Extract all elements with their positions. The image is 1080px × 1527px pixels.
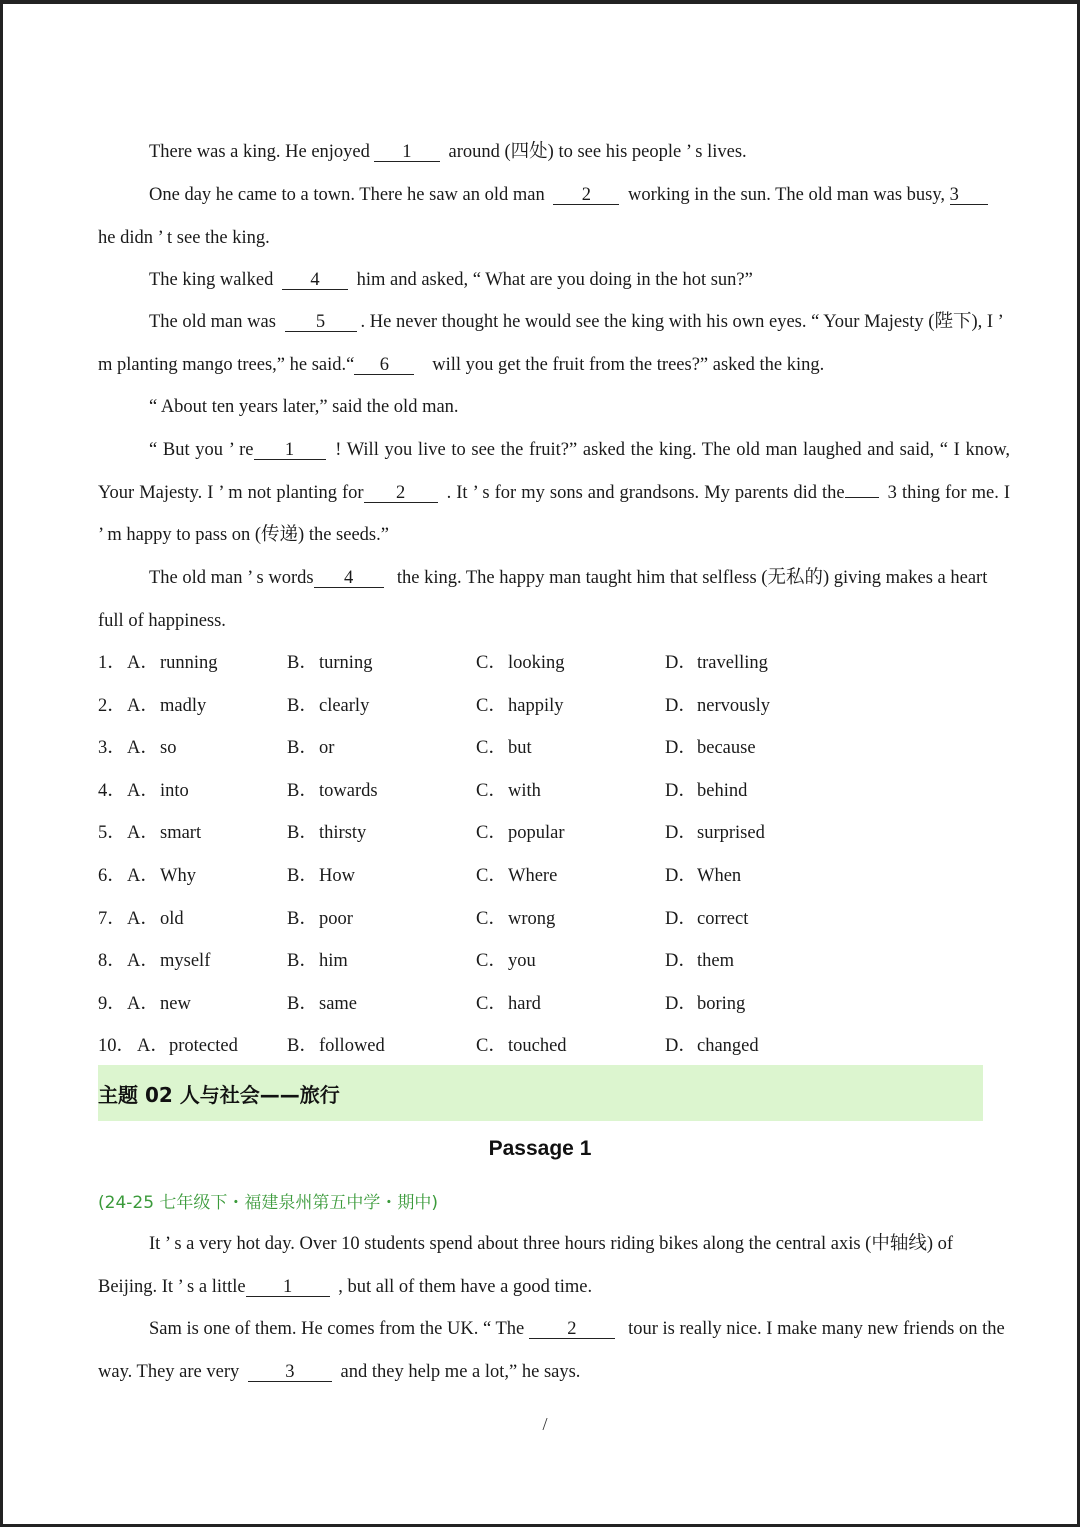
paragraph: The king walked 4 him and asked, “ What are you doing in the hot sun?”: [149, 270, 753, 290]
option-letter: D．: [665, 866, 697, 886]
option-text: looking: [508, 653, 565, 673]
option-letter: B．: [287, 908, 318, 929]
option-letter: B．: [287, 866, 318, 886]
paragraph: Sam is one of them. He comes from the UK. “ The 2 tour is really nice. I make many new friends on the way. They are very 3 and they help me a lot,” he says.: [98, 1319, 1005, 1382]
option-letter: B．: [287, 823, 318, 844]
question-number: 5．: [98, 823, 126, 844]
option-text: boring: [697, 993, 746, 1014]
option-letter: C．: [476, 1036, 507, 1057]
question-number: 4．: [98, 780, 126, 801]
option-letter: D．: [665, 908, 697, 929]
option-text: followed: [319, 1036, 385, 1057]
option-text: old: [160, 908, 184, 929]
option-text: travelling: [697, 653, 768, 673]
option-text: touched: [508, 1036, 567, 1057]
paragraph: The old man was 5 . He never thought he would see the king with his own eyes. “ Your Majesty (陛下), I ’ m planting mango trees,” he said.“ 6 will you get the fruit from the trees?” asked the king.: [98, 312, 1003, 375]
option-letter: B．: [287, 695, 318, 716]
option-text: thirsty: [319, 823, 367, 844]
option-letter: C．: [476, 823, 507, 844]
option-text: surprised: [697, 823, 765, 844]
option-letter: A．: [127, 695, 159, 716]
blank-b3: 3: [248, 1363, 332, 1382]
option-letter: C．: [476, 780, 507, 801]
section-banner: [98, 1065, 983, 1121]
option-text: When: [697, 866, 742, 886]
page-number: /: [542, 1414, 548, 1434]
option-letter: B．: [287, 993, 318, 1014]
option-row: [98, 770, 998, 812]
option-row: [98, 685, 998, 727]
question-number: 3．: [98, 738, 126, 759]
option-letter: A．: [127, 951, 159, 972]
option-letter: B．: [287, 653, 318, 673]
blank-3: 3: [950, 186, 988, 205]
option-text: towards: [319, 780, 378, 801]
option-letter: C．: [476, 908, 507, 929]
option-text: nervously: [697, 695, 770, 716]
option-letter: C．: [476, 866, 507, 886]
option-letter: B．: [287, 780, 318, 801]
option-letter: D．: [665, 1036, 697, 1057]
option-letter: A．: [127, 653, 159, 673]
option-text: Why: [160, 866, 196, 886]
option-text: Where: [508, 866, 558, 886]
option-text: myself: [160, 951, 211, 972]
question-number: 9．: [98, 993, 126, 1014]
option-text: hard: [508, 993, 541, 1014]
option-row: [98, 727, 998, 769]
question-number: 6．: [98, 866, 126, 886]
option-text: with: [508, 780, 541, 801]
blank-b2: 2: [529, 1320, 615, 1339]
option-letter: D．: [665, 653, 697, 673]
option-text: madly: [160, 695, 207, 716]
option-text: new: [160, 993, 191, 1014]
paragraph: One day he came to a town. There he saw an old man 2 working in the sun. The old man was busy, 3 he didn ’ t see the king.: [98, 174, 1010, 259]
option-row: [98, 983, 998, 1025]
option-text: clearly: [319, 695, 370, 716]
option-text: poor: [319, 908, 353, 929]
blank-8: 2: [364, 484, 438, 503]
blank-2: 2: [553, 186, 619, 205]
option-text: changed: [697, 1036, 759, 1057]
option-letter: D．: [665, 823, 697, 844]
option-row: [98, 855, 998, 897]
paragraph: “ About ten years later,” said the old man.: [149, 397, 459, 417]
option-text: popular: [508, 823, 565, 844]
option-text: him: [319, 951, 348, 972]
option-letter: A．: [127, 738, 159, 759]
paragraph: It ’ s a very hot day. Over 10 students spend about three hours riding bikes along the central axis (中轴线) of Beijing. It ’ s a little 1 , but all of them have a good time.: [98, 1234, 954, 1297]
option-text: smart: [160, 823, 202, 844]
option-text: or: [319, 738, 335, 759]
option-letter: A．: [127, 908, 159, 929]
option-text: behind: [697, 780, 748, 801]
blank-10: 4: [314, 569, 384, 588]
option-row: [98, 1025, 998, 1067]
option-text: correct: [697, 908, 749, 929]
option-letter: D．: [665, 951, 697, 972]
question-number: 2．: [98, 695, 126, 716]
option-letter: A．: [127, 823, 159, 844]
question-number: 8．: [98, 951, 126, 972]
blank-1: 1: [374, 143, 440, 162]
paragraph: There was a king. He enjoyed 1 around (四处) to see his people ’ s lives.: [149, 142, 747, 162]
option-text: How: [319, 866, 355, 886]
option-letter: D．: [665, 695, 697, 716]
option-letter: A．: [127, 780, 159, 801]
option-letter: C．: [476, 738, 507, 759]
blank-b1: 1: [246, 1278, 330, 1297]
blank-9: [845, 497, 879, 498]
option-text: them: [697, 951, 734, 972]
paragraph: The old man ’ s words 4 the king. The happy man taught him that selfless (无私的) giving makes a heart full of happiness.: [98, 568, 988, 631]
option-row: [98, 642, 998, 684]
option-text: wrong: [508, 908, 556, 929]
blank-5: 5: [285, 313, 357, 332]
option-letter: D．: [665, 738, 697, 759]
option-text: because: [697, 738, 756, 759]
option-row: [98, 898, 998, 940]
option-letter: C．: [476, 951, 507, 972]
option-text: turning: [319, 653, 373, 673]
option-text: so: [160, 738, 177, 759]
option-letter: A．: [127, 993, 159, 1014]
option-letter: B．: [287, 951, 318, 972]
question-number: 7．: [98, 908, 126, 929]
option-letter: B．: [287, 738, 318, 759]
option-text: protected: [169, 1036, 238, 1057]
blank-4: 4: [282, 271, 348, 290]
option-letter: B．: [287, 1036, 318, 1057]
blank-6: 6: [354, 356, 414, 375]
section-title: 主题 02 人与社会——旅行: [98, 1083, 340, 1107]
option-row: [98, 812, 998, 854]
paragraph: “ But you ’ re 1 ! Will you live to see the fruit?” asked the king. The old man laughed and said, “ I know, Your Majesty. I ’ m not planting for 2 . It ’ s for my sons and grandsons. My parents did the 3 thing for me. I ’ m happy to pass on (传递) the seeds.”: [98, 440, 1011, 546]
option-text: running: [160, 653, 218, 673]
option-text: you: [508, 951, 536, 972]
question-number: 1．: [98, 653, 126, 673]
option-letter: A．: [137, 1036, 169, 1057]
passage-title: Passage 1: [488, 1137, 592, 1160]
option-row: [98, 940, 998, 982]
option-letter: D．: [665, 993, 697, 1014]
option-letter: A．: [127, 866, 159, 886]
option-letter: C．: [476, 993, 507, 1014]
option-text: into: [160, 780, 189, 801]
option-text: but: [508, 738, 532, 759]
option-letter: D．: [665, 780, 697, 801]
source-label: (24-25 七年级下・福建泉州第五中学・期中): [98, 1193, 439, 1213]
option-letter: C．: [476, 653, 507, 673]
option-text: same: [319, 993, 358, 1014]
blank-7: 1: [254, 441, 326, 460]
question-number: 10．: [98, 1036, 136, 1057]
option-text: happily: [508, 695, 564, 716]
option-letter: C．: [476, 695, 507, 716]
